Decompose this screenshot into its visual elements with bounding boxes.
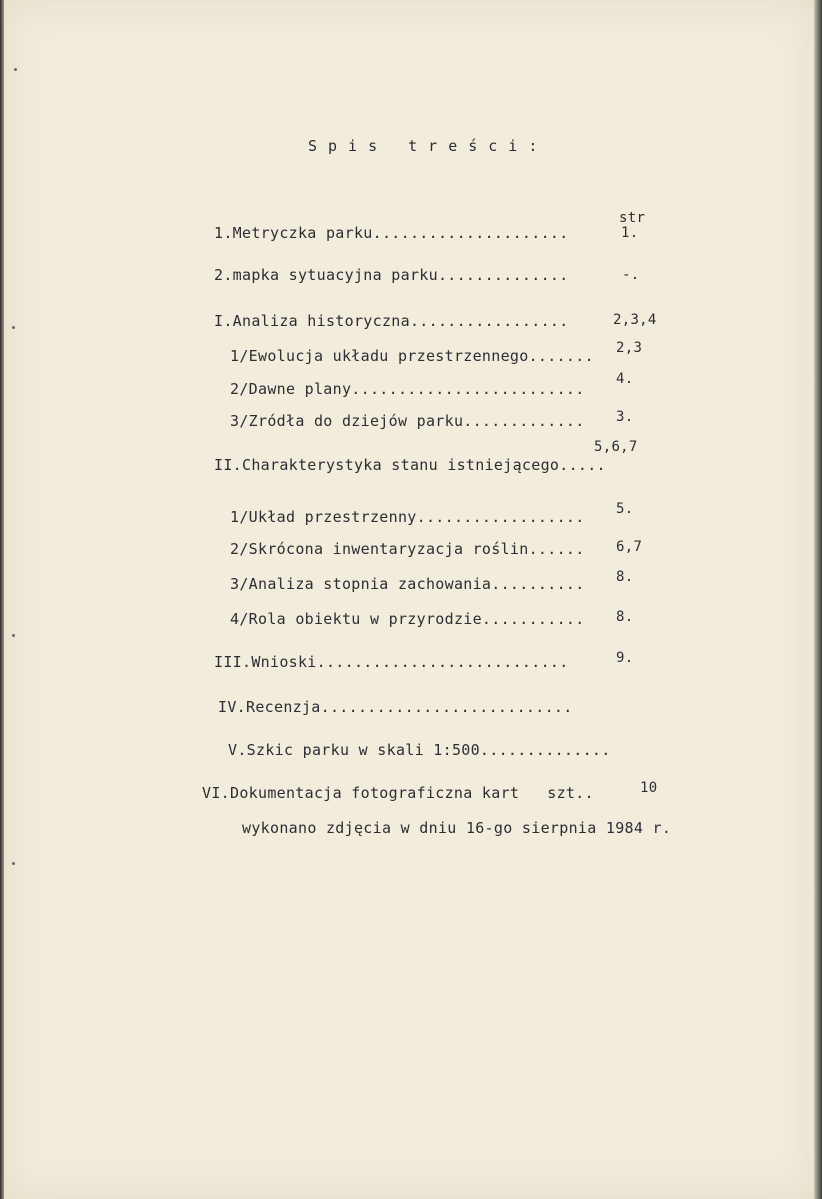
toc-page-10: 8. [616, 569, 634, 585]
toc-entry-11: 4/Rola obiektu w przyrodzie........... [230, 610, 585, 628]
toc-entry-9: 2/Skrócona inwentaryzacja roślin...... [230, 540, 585, 558]
toc-page-15: 10 [640, 780, 658, 796]
page-right-edge [814, 0, 822, 1199]
photo-note: wykonano zdjęcia w dniu 16-go sierpnia 1984 r. [242, 819, 672, 837]
page-column-header: str [619, 210, 646, 226]
toc-entry-13: IV.Recenzja........................... [218, 698, 573, 716]
toc-page-2: -. [622, 267, 640, 283]
toc-page-11: 8. [616, 609, 634, 625]
toc-page-12: 9. [616, 650, 634, 666]
toc-page-5: 4. [616, 371, 634, 387]
toc-entry-2: 2.mapka sytuacyjna parku.............. [214, 266, 569, 284]
paper-speck [14, 68, 17, 71]
toc-page-3: 2,3,4 [613, 312, 657, 328]
toc-entry-1: 1.Metryczka parku..................... [214, 224, 569, 242]
toc-entry-4: 1/Ewolucja układu przestrzennego....... [230, 347, 594, 365]
paper-speck [12, 634, 15, 637]
toc-entry-5: 2/Dawne plany......................... [230, 380, 585, 398]
toc-entry-3: I.Analiza historyczna................. [214, 312, 569, 330]
toc-entry-15: VI.Dokumentacja fotograficzna kart szt.. [202, 784, 594, 802]
document-page [4, 0, 816, 1199]
toc-entry-12: III.Wnioski........................... [214, 653, 569, 671]
toc-page-1: 1. [621, 225, 639, 241]
toc-page-8: 5. [616, 501, 634, 517]
toc-entry-10: 3/Analiza stopnia zachowania.......... [230, 575, 585, 593]
paper-speck [12, 862, 15, 865]
page-title: Spis treści: [308, 137, 549, 155]
toc-page-9: 6,7 [616, 539, 643, 555]
toc-entry-8: 1/Układ przestrzenny.................. [230, 508, 585, 526]
paper-speck [12, 326, 15, 329]
toc-page-7: 5,6,7 [594, 439, 638, 455]
toc-entry-14: V.Szkic parku w skali 1:500.............. [228, 741, 611, 759]
toc-entry-7: II.Charakterystyka stanu istniejącego..... [214, 456, 606, 474]
toc-entry-6: 3/Zródła do dziejów parku............. [230, 412, 585, 430]
toc-page-6: 3. [616, 409, 634, 425]
toc-page-4: 2,3 [616, 340, 643, 356]
